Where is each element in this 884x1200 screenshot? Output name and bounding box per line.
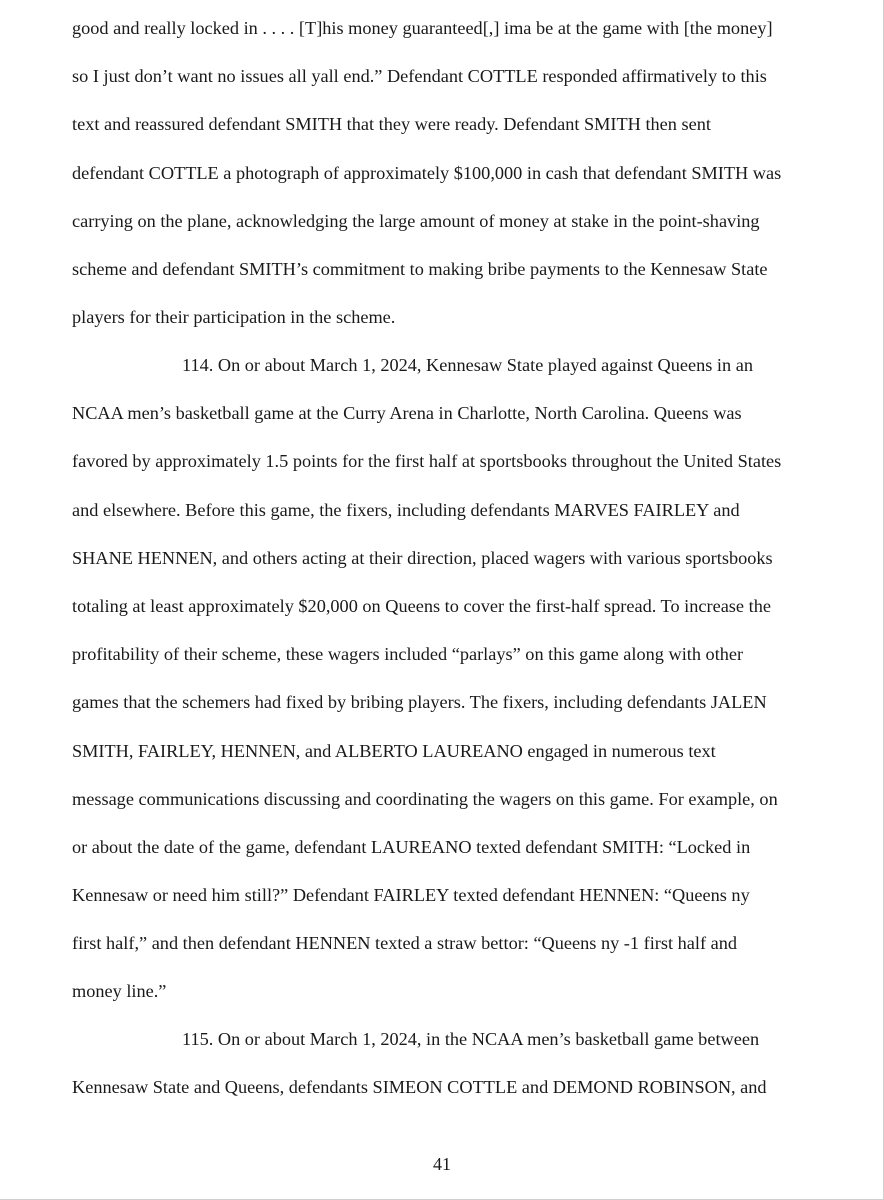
text-line: text and reassured defendant SMITH that they were ready. Defendant SMITH then sent <box>72 114 711 135</box>
text-line: NCAA men’s basketball game at the Curry Arena in Charlotte, North Carolina. Queens was <box>72 403 742 424</box>
text-line: money line.” <box>72 981 167 1002</box>
text-line: good and really locked in . . . . [T]his money guaranteed[,] ima be at the game with [the money] <box>72 18 773 38</box>
text-line: or about the date of the game, defendant LAUREANO texted defendant SMITH: “Locked in <box>72 836 751 857</box>
text-line: SHANE HENNEN, and others acting at their direction, placed wagers with various sportsbooks <box>72 547 773 568</box>
text-line: players for their participation in the scheme. <box>72 307 396 328</box>
text-line: profitability of their scheme, these wagers included “parlays” on this game along with other <box>72 644 744 665</box>
paragraph-continued <box>72 4 858 341</box>
text-line: carrying on the plane, acknowledging the large amount of money at stake in the point-shaving <box>72 210 760 231</box>
paragraph-114 <box>72 341 858 1016</box>
text-line: scheme and defendant SMITH’s commitment to making bribe payments to the Kennesaw State <box>72 258 768 279</box>
text-line-first: 114. On or about March 1, 2024, Kennesaw State played against Queens in an <box>182 355 753 375</box>
page-number: 41 <box>433 1154 451 1174</box>
text-line: Kennesaw State and Queens, defendants SIMEON COTTLE and DEMOND ROBINSON, and <box>72 1077 767 1098</box>
text-line: message communications discussing and coordinating the wagers on this game. For example, on <box>72 788 778 809</box>
text-line-first: 115. On or about March 1, 2024, in the NCAA men’s basketball game between <box>182 1029 760 1049</box>
paragraph-115 <box>72 1015 858 1111</box>
text-line: Kennesaw or need him still?” Defendant FAIRLEY texted defendant HENNEN: “Queens ny <box>72 885 750 906</box>
text-line: SMITH, FAIRLEY, HENNEN, and ALBERTO LAUREANO engaged in numerous text <box>72 740 716 761</box>
text-line: first half,” and then defendant HENNEN texted a straw bettor: “Queens ny -1 first half and <box>72 933 738 954</box>
text-line: games that the schemers had fixed by bribing players. The fixers, including defendants JALEN <box>72 692 767 713</box>
text-line: totaling at least approximately $20,000 on Queens to cover the first-half spread. To increase the <box>72 595 771 616</box>
text-line: so I just don’t want no issues all yall end.” Defendant COTTLE responded affirmatively to this <box>72 66 767 87</box>
text-line: favored by approximately 1.5 points for the first half at sportsbooks throughout the United States <box>72 451 782 472</box>
text-line: defendant COTTLE a photograph of approximately $100,000 in cash that defendant SMITH was <box>72 162 782 183</box>
text-line: and elsewhere. Before this game, the fixers, including defendants MARVES FAIRLEY and <box>72 499 740 520</box>
